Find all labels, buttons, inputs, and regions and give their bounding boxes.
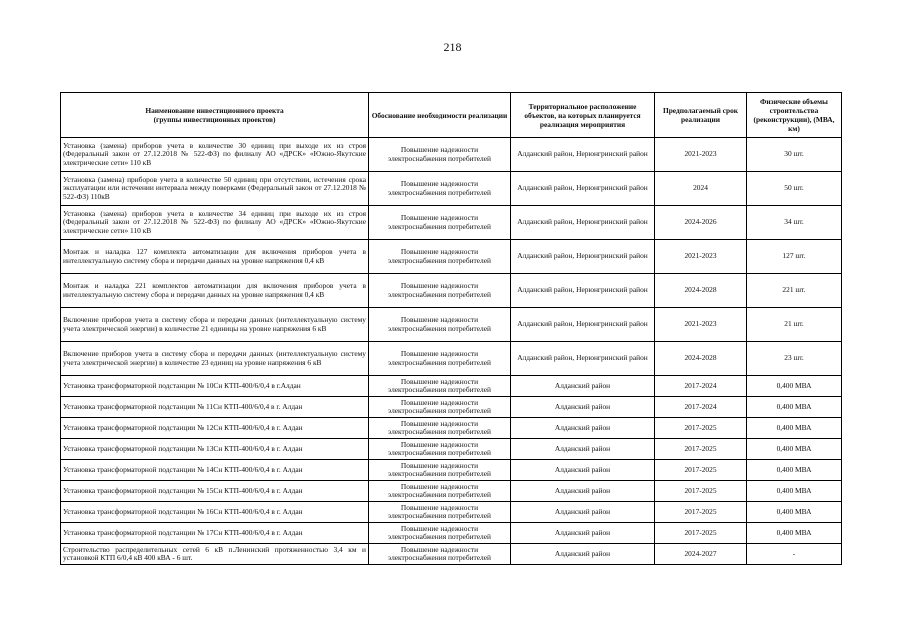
term-cell: 2024-2028 <box>655 342 747 376</box>
table-row <box>61 274 842 308</box>
volume-cell: 0,400 МВА <box>747 397 842 418</box>
term-cell: 2024-2026 <box>655 206 747 240</box>
territory-cell: Алданский район, Нерюнгринский район <box>511 138 655 172</box>
project-name-cell: Установка трансформаторной подстанции № 17Сн КТП-400/6/0,4 в г. Алдан <box>61 523 369 544</box>
term-cell: 2021-2023 <box>655 308 747 342</box>
table-row <box>61 439 842 460</box>
justification-cell: Повышение надежности электроснабжения потребителей <box>369 460 511 481</box>
justification-cell: Повышение надежности электроснабжения потребителей <box>369 439 511 460</box>
table-row <box>61 342 842 376</box>
term-cell: 2017-2025 <box>655 502 747 523</box>
territory-cell: Алданский район <box>511 502 655 523</box>
territory-cell: Алданский район <box>511 523 655 544</box>
project-name-cell: Монтаж и наладка 127 комплекта автоматизации для включения приборов учета в интеллектуальную систему сбора и передачи данных на уровне напряжения 0,4 кВ <box>61 240 369 274</box>
volume-cell: 30 шт. <box>747 138 842 172</box>
table-row <box>61 240 842 274</box>
volume-cell: 221 шт. <box>747 274 842 308</box>
table-row <box>61 502 842 523</box>
justification-cell: Повышение надежности электроснабжения потребителей <box>369 274 511 308</box>
header-project-name-line2: (группы инвестиционных проектов) <box>153 115 276 124</box>
term-cell: 2024 <box>655 172 747 206</box>
investment-projects-table <box>60 92 842 565</box>
project-name-cell: Установка трансформаторной подстанции № 13Сн КТП-400/6/0,4 в г. Алдан <box>61 439 369 460</box>
justification-cell: Повышение надежности электроснабжения потребителей <box>369 206 511 240</box>
justification-cell: Повышение надежности электроснабжения потребителей <box>369 172 511 206</box>
justification-cell: Повышение надежности электроснабжения потребителей <box>369 376 511 397</box>
table-row <box>61 397 842 418</box>
justification-cell: Повышение надежности электроснабжения потребителей <box>369 502 511 523</box>
project-name-cell: Установка (замена) приборов учета в количестве 50 единиц при отсутствии, истечения срока эксплуатации или истечении интервала между поверками (Федеральный закон от 27.12.2018 № 522-ФЗ) 110кВ <box>61 172 369 206</box>
territory-cell: Алданский район <box>511 418 655 439</box>
table-row <box>61 481 842 502</box>
project-name-cell: Установка трансформаторной подстанции № 11Сн КТП-400/6/0,4 в г. Алдан <box>61 397 369 418</box>
justification-cell: Повышение надежности электроснабжения потребителей <box>369 397 511 418</box>
volume-cell: 0,400 МВА <box>747 376 842 397</box>
project-name-cell: Строительство распределительных сетей 6 кВ п.Ленинский протяженностью 3,4 км и установкой КТП 6/0,4 кВ 400 кВА - 6 шт. <box>61 544 369 565</box>
header-justification: Обоснование необходимости реализации <box>369 93 511 138</box>
project-name-cell: Установка (замена) приборов учета в количестве 34 единиц при выходе их из строя (Федеральный закон от 27.12.2018 № 522-ФЗ) по филиалу АО «ДРСК» «Южно-Якутские электрические сети» 110 кВ <box>61 206 369 240</box>
volume-cell: 127 шт. <box>747 240 842 274</box>
header-volume: Физические объемы строительства (реконструкции), (МВА, км) <box>747 93 842 138</box>
project-name-cell: Установка трансформаторной подстанции № 14Сн КТП-400/6/0,4 в г. Алдан <box>61 460 369 481</box>
project-name-cell: Установка трансформаторной подстанции № 10Сн КТП-400/6/0,4 в г.Алдан <box>61 376 369 397</box>
term-cell: 2017-2024 <box>655 397 747 418</box>
project-name-cell: Установка трансформаторной подстанции № 12Сн КТП-400/6/0,4 в г. Алдан <box>61 418 369 439</box>
header-project-name-line1: Наименование инвестиционного проекта <box>145 106 284 115</box>
term-cell: 2024-2027 <box>655 544 747 565</box>
territory-cell: Алданский район <box>511 376 655 397</box>
term-cell: 2017-2025 <box>655 460 747 481</box>
justification-cell: Повышение надежности электроснабжения потребителей <box>369 523 511 544</box>
territory-cell: Алданский район, Нерюнгринский район <box>511 172 655 206</box>
term-cell: 2017-2025 <box>655 418 747 439</box>
territory-cell: Алданский район, Нерюнгринский район <box>511 308 655 342</box>
volume-cell: 50 шт. <box>747 172 842 206</box>
justification-cell: Повышение надежности электроснабжения потребителей <box>369 544 511 565</box>
territory-cell: Алданский район <box>511 544 655 565</box>
table-row <box>61 460 842 481</box>
table-row <box>61 172 842 206</box>
page-number: 218 <box>443 40 462 54</box>
table-row <box>61 376 842 397</box>
volume-cell: 0,400 МВА <box>747 523 842 544</box>
volume-cell: 21 шт. <box>747 308 842 342</box>
territory-cell: Алданский район, Нерюнгринский район <box>511 240 655 274</box>
justification-cell: Повышение надежности электроснабжения потребителей <box>369 308 511 342</box>
volume-cell: 0,400 МВА <box>747 439 842 460</box>
justification-cell: Повышение надежности электроснабжения потребителей <box>369 240 511 274</box>
term-cell: 2017-2025 <box>655 439 747 460</box>
table-row <box>61 308 842 342</box>
volume-cell: 34 шт. <box>747 206 842 240</box>
volume-cell: 23 шт. <box>747 342 842 376</box>
table-row <box>61 138 842 172</box>
term-cell: 2021-2023 <box>655 240 747 274</box>
project-name-cell: Установка трансформаторной подстанции № 16Сн КТП-400/6/0,4 в г. Алдан <box>61 502 369 523</box>
project-name-cell: Включение приборов учета в систему сбора и передачи данных (интеллектуальную систему учета электрической энергии) в количестве 21 единицы на уровне напряжения 6 кВ <box>61 308 369 342</box>
table-row <box>61 206 842 240</box>
territory-cell: Алданский район <box>511 481 655 502</box>
header-term: Предполагаемый срок реализации <box>655 93 747 138</box>
term-cell: 2017-2025 <box>655 481 747 502</box>
justification-cell: Повышение надежности электроснабжения потребителей <box>369 418 511 439</box>
term-cell: 2017-2025 <box>655 523 747 544</box>
justification-cell: Повышение надежности электроснабжения потребителей <box>369 342 511 376</box>
justification-cell: Повышение надежности электроснабжения потребителей <box>369 481 511 502</box>
territory-cell: Алданский район, Нерюнгринский район <box>511 274 655 308</box>
project-name-cell: Монтаж и наладка 221 комплектов автоматизации для включения приборов учета в интеллектуальную систему сбора и передачи данных на уровне напряжения 0,4 кВ <box>61 274 369 308</box>
justification-cell: Повышение надежности электроснабжения потребителей <box>369 138 511 172</box>
territory-cell: Алданский район <box>511 397 655 418</box>
table-header-row <box>61 93 842 138</box>
territory-cell: Алданский район <box>511 460 655 481</box>
term-cell: 2021-2023 <box>655 138 747 172</box>
term-cell: 2024-2028 <box>655 274 747 308</box>
term-cell: 2017-2024 <box>655 376 747 397</box>
project-name-cell: Установка трансформаторной подстанции № 15Сн КТП-400/6/0,4 в г. Алдан <box>61 481 369 502</box>
table-row <box>61 523 842 544</box>
volume-cell: 0,400 МВА <box>747 481 842 502</box>
table-row <box>61 418 842 439</box>
volume-cell: - <box>747 544 842 565</box>
header-project-name <box>61 93 369 138</box>
volume-cell: 0,400 МВА <box>747 418 842 439</box>
volume-cell: 0,400 МВА <box>747 460 842 481</box>
header-territory: Территориальное расположение объектов, на которых планируется реализация мероприятия <box>511 93 655 138</box>
volume-cell: 0,400 МВА <box>747 502 842 523</box>
project-name-cell: Включение приборов учета в систему сбора и передачи данных (интеллектуальную систему учета электрической энергии) в количестве 23 единиц на уровне напряжения 6 кВ <box>61 342 369 376</box>
territory-cell: Алданский район, Нерюнгринский район <box>511 342 655 376</box>
territory-cell: Алданский район <box>511 439 655 460</box>
table-row <box>61 544 842 565</box>
project-name-cell: Установка (замена) приборов учета в количестве 30 единиц при выходе их из строя (Федеральный закон от 27.12.2018 № 522-ФЗ) по филиалу АО «ДРСК» «Южно-Якутские электрические сети» 110 кВ <box>61 138 369 172</box>
territory-cell: Алданский район, Нерюнгринский район <box>511 206 655 240</box>
